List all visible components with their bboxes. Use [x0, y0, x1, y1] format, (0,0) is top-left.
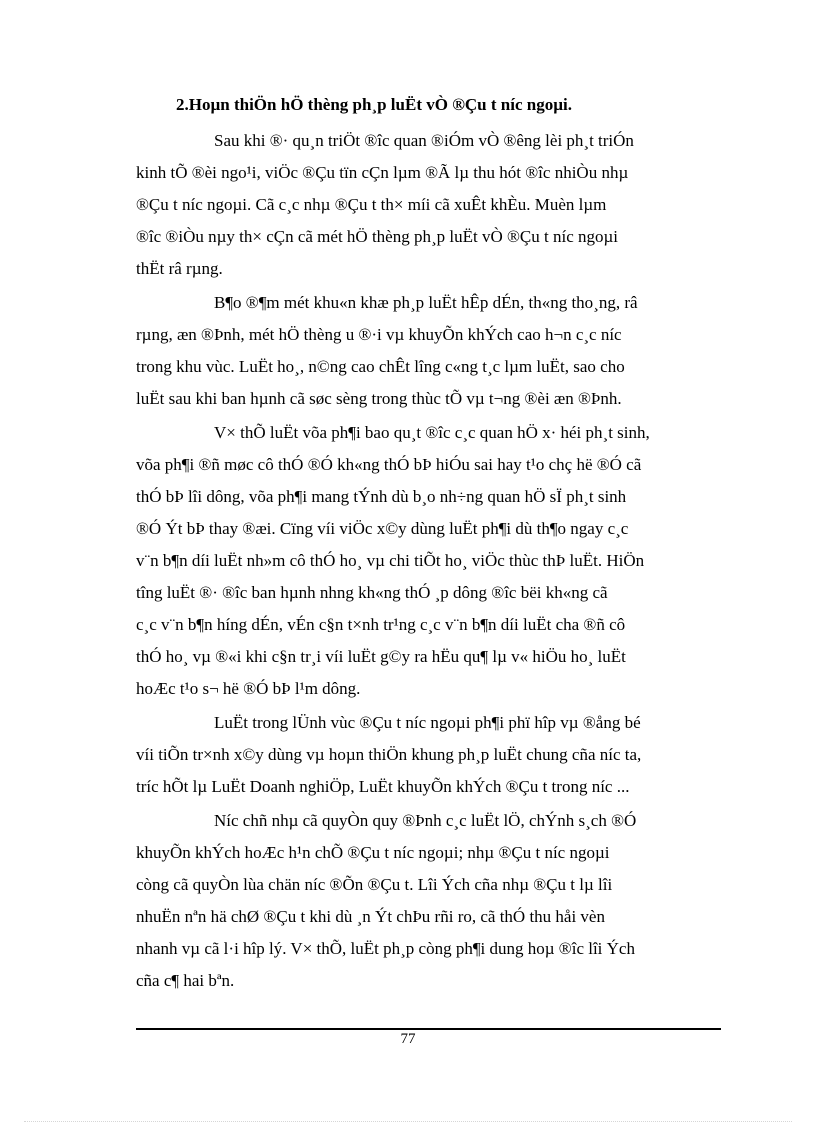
paragraph-line: tríc hÕt lµ LuËt Doanh nghiÖp, LuËt khuyÕn khÝch ®Çu t trong níc ... — [136, 777, 630, 796]
paragraph-line: ®îc ®iÒu nµy th× cÇn cã mét hÖ thèng ph¸p luËt vÒ ®Çu t níc ngoµi — [136, 227, 619, 246]
page-bottom-border — [24, 1121, 792, 1122]
paragraph-line: nhuËn nªn hä chØ ®Çu t khi dù ¸n Ýt chÞu rñi ro, cã thÓ thu håi vèn — [136, 907, 605, 926]
paragraph-line: trong khu vùc. LuËt ho¸, n©ng cao chÊt lîng c«ng t¸c lµm luËt, sao cho — [136, 357, 625, 376]
paragraph-line: rµng, æn ®Þnh, mét hÖ thèng u ®·i vµ khuyÕn khÝch cao h¬n c¸c níc — [136, 325, 622, 344]
paragraph-line: võa ph¶i ®ñ møc cô thÓ ®Ó kh«ng thÓ bÞ hiÓu sai hay t¹o chç hë ®Ó cã — [136, 455, 642, 474]
paragraph-line: Níc chñ nhµ cã quyÒn quy ®Þnh c¸c luËt lÖ, chÝnh s¸ch ®Ó — [214, 811, 637, 830]
paragraph-line: thÓ bÞ lîi dông, võa ph¶i mang tÝnh dù b¸o nh÷ng quan hÖ sÏ ph¸t sinh — [136, 487, 627, 506]
paragraph-line: ®Çu t níc ngoµi. Cã c¸c nhµ ®Çu t th× míi cã xuÊt khÈu. Muèn lµm — [136, 195, 607, 214]
paragraph-line: thËt râ rµng. — [136, 259, 223, 278]
paragraph-line: kinh tÕ ®èi ngo¹i, viÖc ®Çu tïn cÇn lµm ®Ã lµ thu hót ®îc nhiÒu nhµ — [136, 163, 629, 182]
paragraph-line: hoÆc t¹o s¬ hë ®Ó bÞ l¹m dông. — [136, 679, 361, 698]
paragraph-line: tîng luËt ®· ®îc ban hµnh nhng kh«ng thÓ ¸p dông ®îc bëi kh«ng cã — [136, 583, 608, 602]
paragraph-line: v¨n b¶n díi luËt nh»m cô thÓ ho¸ vµ chi tiÕt ho¸ viÖc thùc thÞ luËt. HiÖn — [136, 551, 645, 570]
paragraph-line: LuËt trong lÜnh vùc ®Çu t níc ngoµi ph¶i phï hîp vµ ®ång bé — [214, 713, 641, 732]
paragraph-line: luËt sau khi ban hµnh cã søc sèng trong thùc tÕ vµ t¬ng ®èi æn ®Þnh. — [136, 389, 622, 408]
page-number: 77 — [400, 1031, 416, 1047]
paragraph-line: ®Ó Ýt bÞ thay ®æi. Cïng víi viÖc x©y dùng luËt ph¶i dù th¶o ngay c¸c — [136, 519, 629, 538]
section-heading: 2.Hoµn thiÖn hÖ thèng ph¸p luËt vÒ ®Çu t níc ngoµi. — [176, 95, 572, 114]
paragraph-line: c¸c v¨n b¶n híng dÉn, vÉn c§n t×nh tr¹ng c¸c v¨n b¶n díi luËt cha ®ñ cô — [136, 615, 626, 634]
paragraph-line: B¶o ®¶m mét khu«n khæ ph¸p luËt hÊp dÉn, th«ng tho¸ng, râ — [214, 293, 638, 312]
paragraph-line: còng cã quyÒn lùa chän níc ®Õn ®Çu t. Lîi Ých cña nhµ ®Çu t lµ lîi — [136, 875, 613, 894]
paragraph-line: víi tiÕn tr×nh x©y dùng vµ hoµn thiÖn khung ph¸p luËt chung cña níc ta, — [136, 745, 642, 764]
paragraph-line: thÓ ho¸ vµ ®«i khi c§n tr¸i víi luËt g©y ra hËu qu¶ lµ v« hiÖu ho¸ luËt — [136, 647, 626, 666]
paragraph-line: khuyÕn khÝch hoÆc h¹n chÕ ®Çu t níc ngoµi; nhµ ®Çu t níc ngoµi — [136, 843, 610, 862]
footer-rule — [136, 1028, 721, 1030]
paragraph-line: Sau khi ®· qu¸n triÖt ®îc quan ®iÓm vÒ ®êng lèi ph¸t triÓn — [214, 131, 634, 150]
paragraph-line: nhanh vµ cã l·i hîp lý. V× thÕ, luËt ph¸p còng ph¶i dung hoµ ®îc lîi Ých — [136, 939, 635, 958]
paragraph-line: V× thÕ luËt võa ph¶i bao qu¸t ®îc c¸c quan hÖ x· héi ph¸t sinh, — [214, 423, 650, 442]
paragraph-line: cña c¶ hai bªn. — [136, 971, 235, 990]
